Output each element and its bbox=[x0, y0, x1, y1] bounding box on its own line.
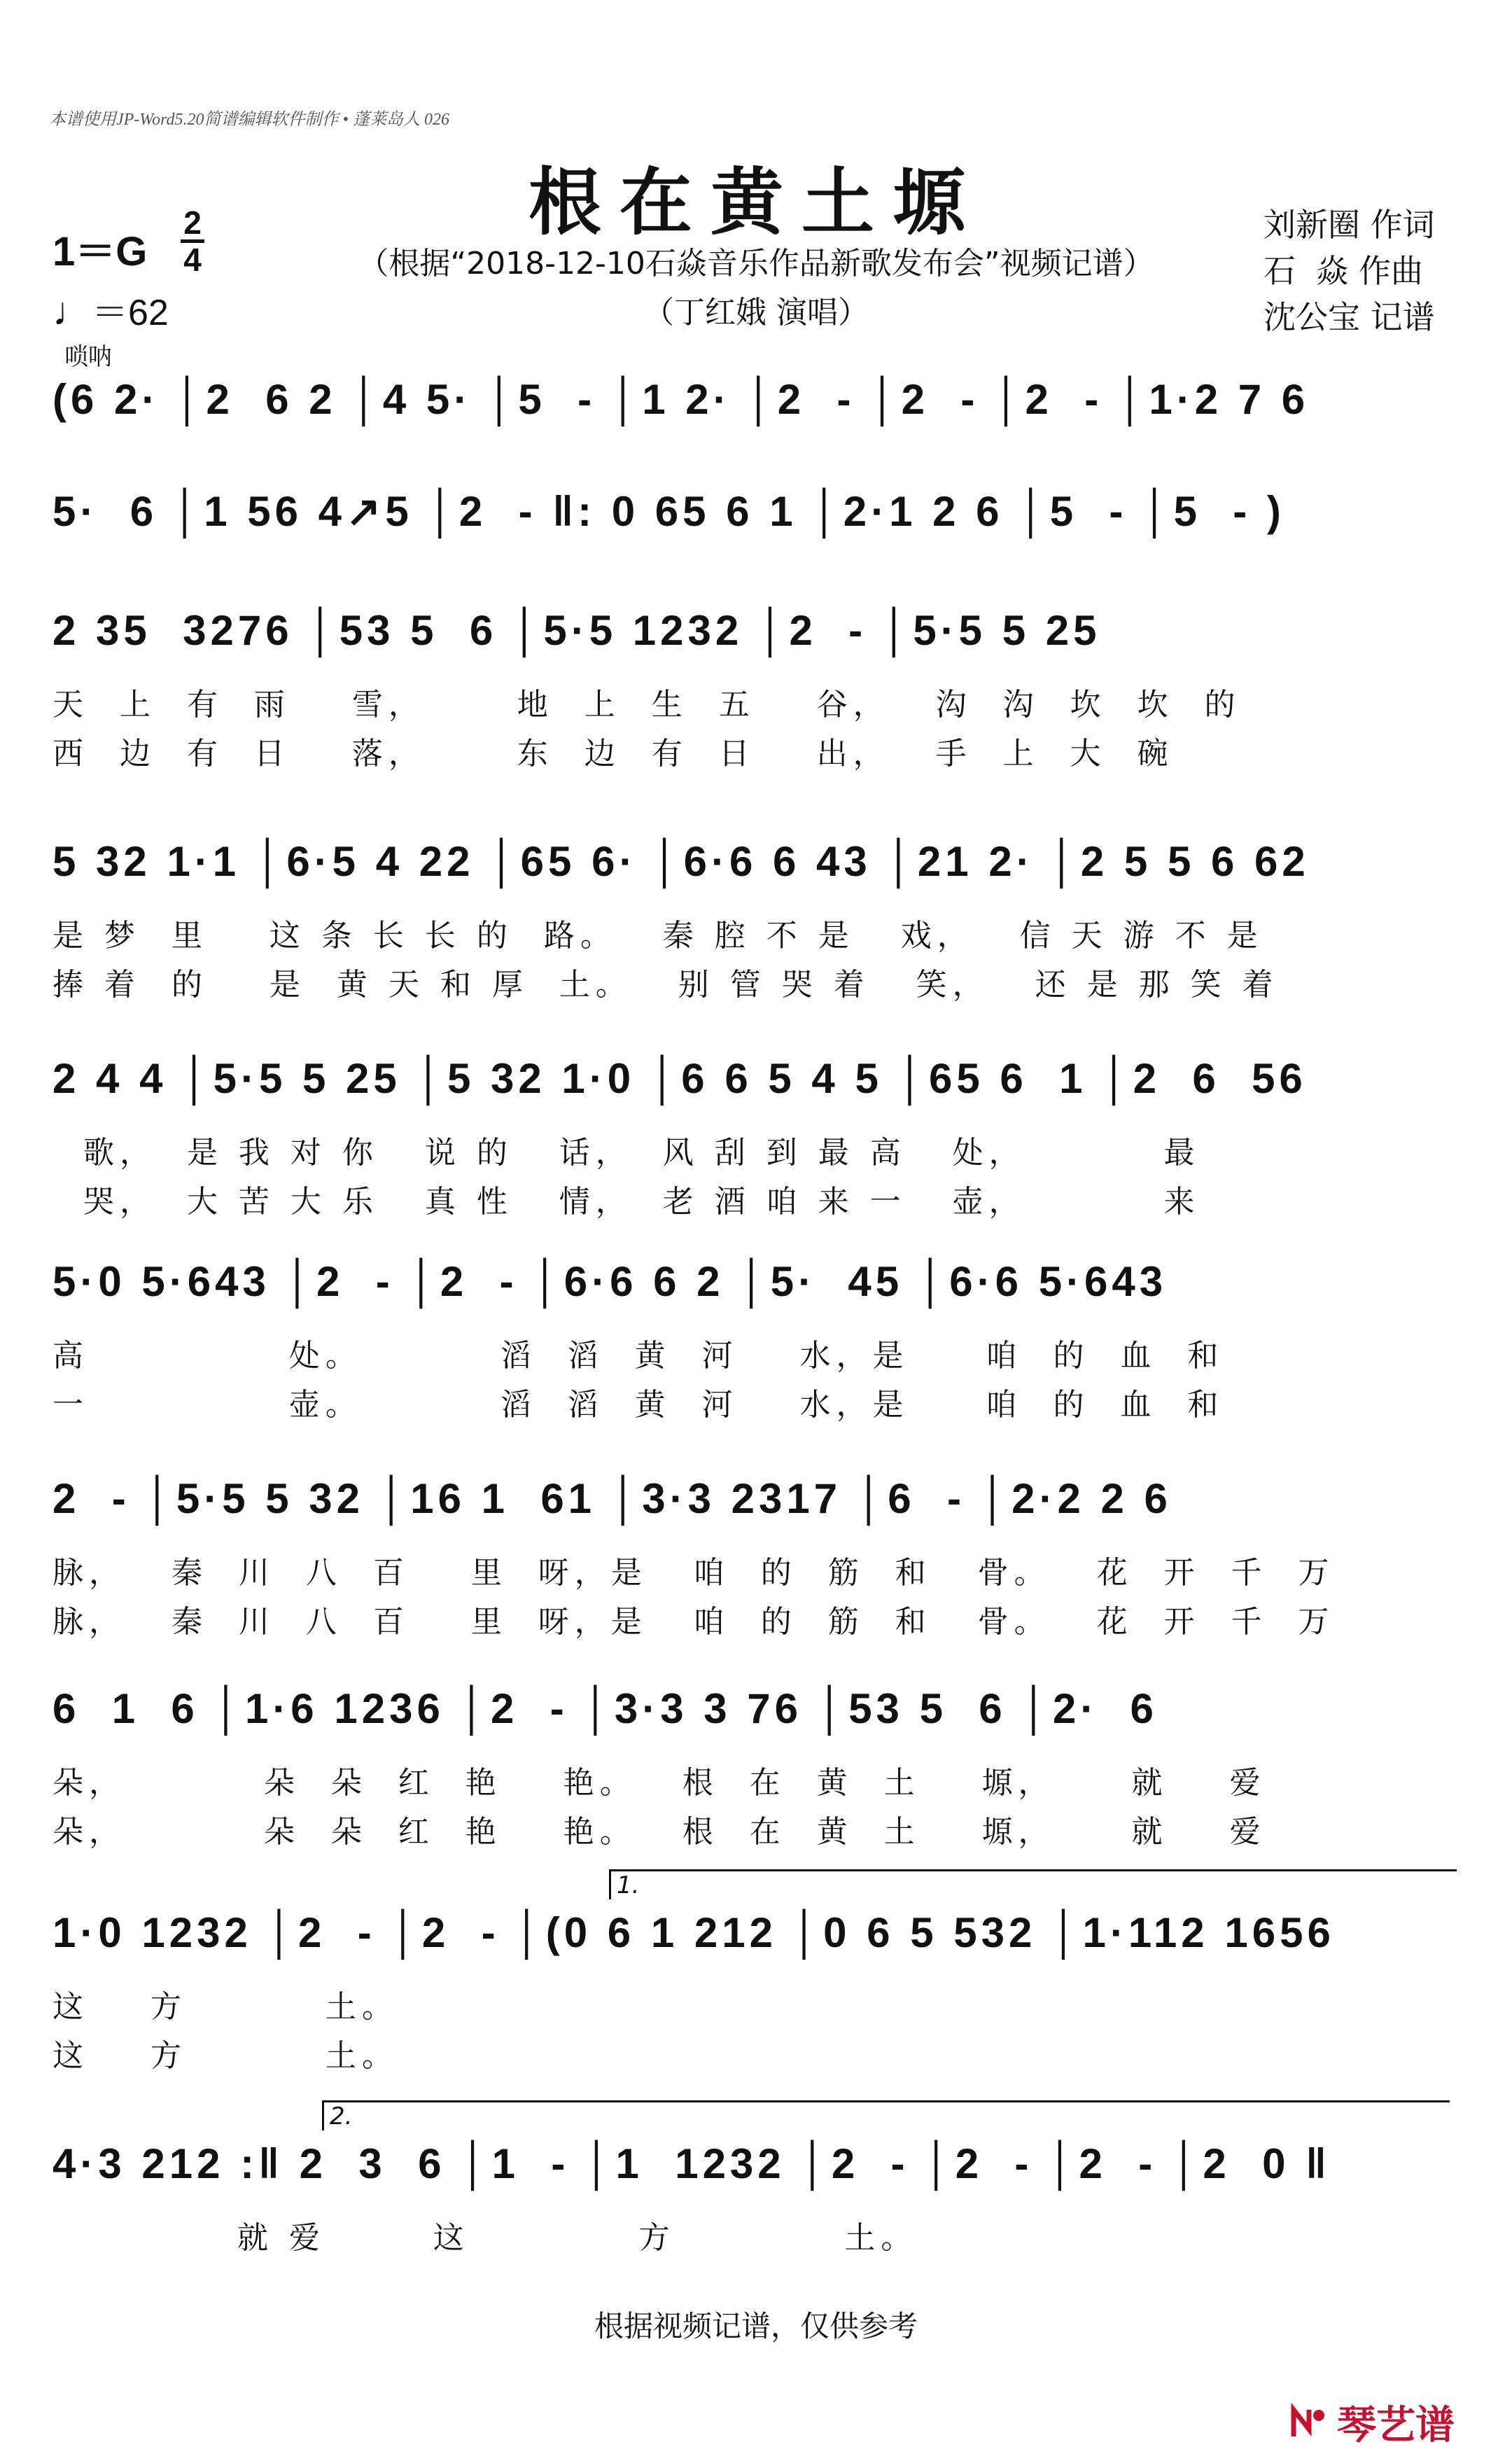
lyric-line: 就 爱 这 方 土。 bbox=[52, 2220, 918, 2256]
volta-bracket: 1. bbox=[609, 1869, 1457, 1899]
lyric-line: 这 方 土。 bbox=[52, 1989, 398, 2025]
key-signature: 1＝G bbox=[52, 229, 148, 274]
notation-line: (6 2· │2 6 2 │4 5· │5 - │1 2· │2 - │2 - │2 - │1·2 7 6 bbox=[52, 376, 1310, 423]
lyric-line: 捧 着 的 是 黄 天 和 厚 土。 别 管 哭 着 笑， 还 是 那 笑 着 bbox=[52, 967, 1279, 1003]
time-signature bbox=[181, 204, 204, 278]
lyric-line: 哭， 大 苦 大 乐 真 性 情， 老 酒 咱 来 一 壶， 来 bbox=[52, 1184, 1200, 1220]
notation-line: 2 35 3276 │53 5 6 │5·5 1232 │2 - │5·5 5 25 bbox=[52, 607, 1101, 654]
quarter-note-icon: ♩ bbox=[52, 289, 92, 333]
lyric-line: 脉， 秦 川 八 百 里 呀，是 咱 的 筋 和 骨。 花 开 千 万 bbox=[52, 1604, 1335, 1640]
lyric-line: 天 上 有 雨 雪， 地 上 生 五 谷， 沟 沟 坎 坎 的 bbox=[52, 687, 1241, 723]
tempo-marking bbox=[52, 283, 169, 335]
lyric-line: 高 处。 滔 滔 黄 河 水，是 咱 的 血 和 bbox=[52, 1338, 1224, 1374]
footer-note: 根据视频记谱，仅供参考 bbox=[594, 2309, 918, 2343]
composer-credit: 石 焱 作曲 bbox=[1264, 252, 1423, 290]
transcriber-credit: 沈公宝 记谱 bbox=[1264, 298, 1435, 336]
notation-line: 2 4 4 │5·5 5 25 │5 32 1·0 │6 6 5 4 5 │65 6 1 │2 6 56 bbox=[52, 1055, 1307, 1102]
notation-line: 2 - │5·5 5 32 │16 1 61 │3·3 2317 │6 - │2·2 2 6 bbox=[52, 1475, 1172, 1522]
lyricist-credit: 刘新圈 作词 bbox=[1264, 206, 1435, 244]
instrument-label: 唢呐 bbox=[64, 343, 112, 371]
logo-mark-icon bbox=[1288, 2401, 1330, 2443]
notation-line: 4·3 212 :‖ 2 3 6 │1 - │1 1232 │2 - │2 - │2 - │2 0 ‖ bbox=[52, 2140, 1331, 2187]
site-logo bbox=[1288, 2394, 1455, 2450]
time-signature-bottom: 4 bbox=[183, 242, 202, 278]
credits-block bbox=[1264, 202, 1435, 340]
lyric-line: 这 方 土。 bbox=[52, 2038, 398, 2074]
lyric-line: 歌， 是 我 对 你 说 的 话， 风 刮 到 最 高 处， 最 bbox=[52, 1135, 1200, 1171]
notation-line: 6 1 6 │1·6 1236 │2 - │3·3 3 76 │53 5 6 │2· 6 bbox=[52, 1685, 1158, 1732]
lyric-line: 西 边 有 日 落， 东 边 有 日 出， 手 上 大 碗 bbox=[52, 736, 1174, 772]
notation-line: 5·0 5·643 │2 - │2 - │6·6 6 2 │5· 45 │6·6 5·643 bbox=[52, 1258, 1168, 1305]
lyric-line: 是 梦 里 这 条 长 长 的 路。 秦 腔 不 是 戏， 信 天 游 不 是 bbox=[52, 918, 1264, 954]
singer-credit: （丁红娥 演唱） bbox=[643, 295, 869, 330]
notation-line: 5 32 1·1 │6·5 4 22 │65 6· │6·6 6 43 │21 2· │2 5 5 6 62 bbox=[52, 838, 1310, 885]
song-subtitle: （根据“2018-12-10石焱音乐作品新歌发布会”视频记谱） bbox=[358, 246, 1154, 281]
tempo-value: ＝62 bbox=[92, 293, 169, 333]
time-signature-top: 2 bbox=[183, 204, 202, 241]
song-title: 根在黄土塬 bbox=[528, 159, 983, 245]
lyric-line: 朵， 朵 朵 红 艳 艳。 根 在 黄 土 塬， 就 爱 bbox=[52, 1765, 1266, 1801]
lyric-line: 一 壶。 滔 滔 黄 河 水，是 咱 的 血 和 bbox=[52, 1387, 1224, 1423]
lyric-line: 朵， 朵 朵 红 艳 艳。 根 在 黄 土 塬， 就 爱 bbox=[52, 1814, 1266, 1850]
lyric-line: 脉， 秦 川 八 百 里 呀，是 咱 的 筋 和 骨。 花 开 千 万 bbox=[52, 1555, 1335, 1591]
notation-line: 5· 6 │1 56 4↗5 │2 - ‖: 0 65 6 1 │2·1 2 6 │5 - │5 - ) bbox=[52, 488, 1285, 535]
notation-line: 1·0 1232 │2 - │2 - │(0 6 1 212 │0 6 5 532 │1·112 1656 bbox=[52, 1909, 1335, 1956]
logo-text: 琴艺谱 bbox=[1337, 2403, 1455, 2448]
software-note: 本谱使用JP-Word5.20简谱编辑软件制作 • 蓬莱岛人 026 bbox=[49, 111, 449, 129]
volta-bracket: 2. bbox=[322, 2100, 1450, 2130]
